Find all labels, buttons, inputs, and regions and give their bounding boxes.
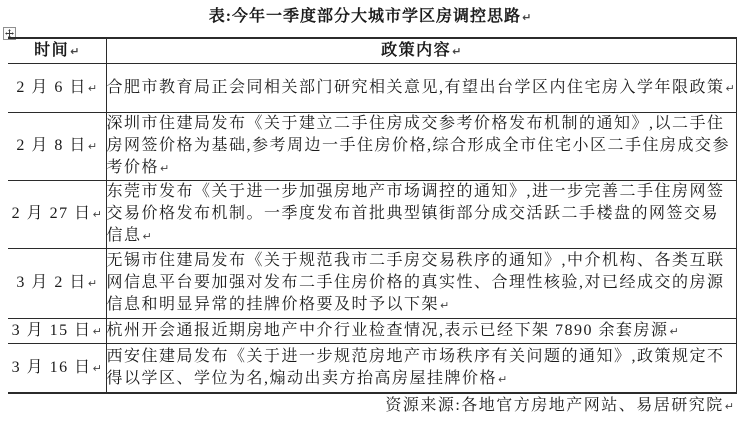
date-cell[interactable] [8, 64, 106, 113]
paragraph-mark: ↵ [669, 324, 679, 338]
date-cell[interactable] [8, 344, 106, 394]
paragraph-mark: ↵ [92, 208, 102, 221]
table-header-row [8, 38, 737, 64]
source-note [385, 392, 734, 415]
paragraph-mark: ↵ [440, 299, 450, 312]
policy-text: 无锡市住建局发布《关于规范我市二手房交易秩序的通知》,中介机构、各类互联网信息平台要加强对发布二手住房价格的真实性、合理性核验,对已经成交的房源信息和明显异常的挂牌价格要及时予以下架 [106, 252, 725, 313]
paragraph-mark: ↵ [160, 162, 170, 175]
paragraph-mark: ↵ [87, 277, 98, 290]
table-row [8, 113, 737, 181]
paragraph-mark: ↵ [87, 140, 98, 153]
paragraph-mark: ↵ [70, 44, 80, 58]
policy-text: 西安住建局发布《关于进一步规范房地产市场秩序有关问题的通知》,政策规定不得以学区、学位为名,煽动出卖方抬高房屋挂牌价格 [106, 347, 725, 387]
paragraph-mark: ↵ [498, 372, 508, 386]
paragraph-mark: ↵ [725, 81, 735, 95]
table-row [8, 344, 737, 394]
column-header-policy[interactable] [106, 38, 737, 64]
paragraph-mark: ↵ [452, 44, 462, 58]
date-text: 3 月 2 日 [16, 274, 87, 291]
column-header-time-label: 时间 [34, 41, 70, 59]
policy-cell[interactable] [106, 319, 737, 344]
policy-cell[interactable] [106, 181, 737, 249]
table-row [8, 319, 737, 344]
date-cell[interactable] [8, 319, 106, 344]
table-title [0, 3, 740, 26]
policy-text: 杭州开会通报近期房地产中介行业检查情况,表示已经下架 7890 余套房源 [106, 321, 669, 339]
column-header-policy-label: 政策内容 [381, 41, 452, 59]
policy-text: 合肥市教育局正会同相关部门研究相关意见,有望出台学区内住宅房入学年限政策 [106, 78, 725, 96]
date-cell[interactable] [8, 249, 106, 319]
policy-table [8, 37, 737, 394]
paragraph-mark: ↵ [142, 230, 152, 243]
date-text: 3 月 15 日 [11, 321, 92, 339]
date-cell[interactable] [8, 113, 106, 181]
paragraph-mark: ↵ [724, 400, 734, 413]
policy-cell[interactable] [106, 113, 737, 181]
source-note-text: 资源来源:各地官方房地产网站、易居研究院 [385, 397, 724, 414]
paragraph-mark: ↵ [522, 11, 532, 24]
policy-cell[interactable] [106, 64, 737, 113]
date-text: 2 月 27 日 [11, 205, 92, 222]
policy-cell[interactable] [106, 344, 737, 394]
policy-cell[interactable] [106, 249, 737, 319]
table-title-text: 表:今年一季度部分大城市学区房调控思路 [208, 8, 522, 25]
date-cell[interactable] [8, 181, 106, 249]
paragraph-mark: ↵ [92, 324, 102, 338]
date-text: 2 月 6 日 [16, 78, 87, 96]
table-row [8, 181, 737, 249]
table-row [8, 64, 737, 113]
policy-text: 东莞市发布《关于进一步加强房地产市场调控的通知》,进一步完善二手住房网签交易价格发布机制。一季度发布首批典型镇街部分成交活跃二手楼盘的网签交易信息 [106, 183, 725, 244]
date-text: 3 月 16 日 [11, 358, 92, 376]
date-text: 2 月 8 日 [16, 137, 87, 154]
paragraph-mark: ↵ [87, 81, 98, 95]
column-header-time[interactable] [8, 38, 106, 64]
paragraph-mark: ↵ [92, 361, 102, 375]
table-row [8, 249, 737, 319]
policy-text: 深圳市住建局发布《关于建立二手住房成交参考价格发布机制的通知》,以二手住房网签价格为基础,参考周边一手住房价格,综合形成全市住宅小区二手住房成交参考价格 [106, 115, 731, 176]
